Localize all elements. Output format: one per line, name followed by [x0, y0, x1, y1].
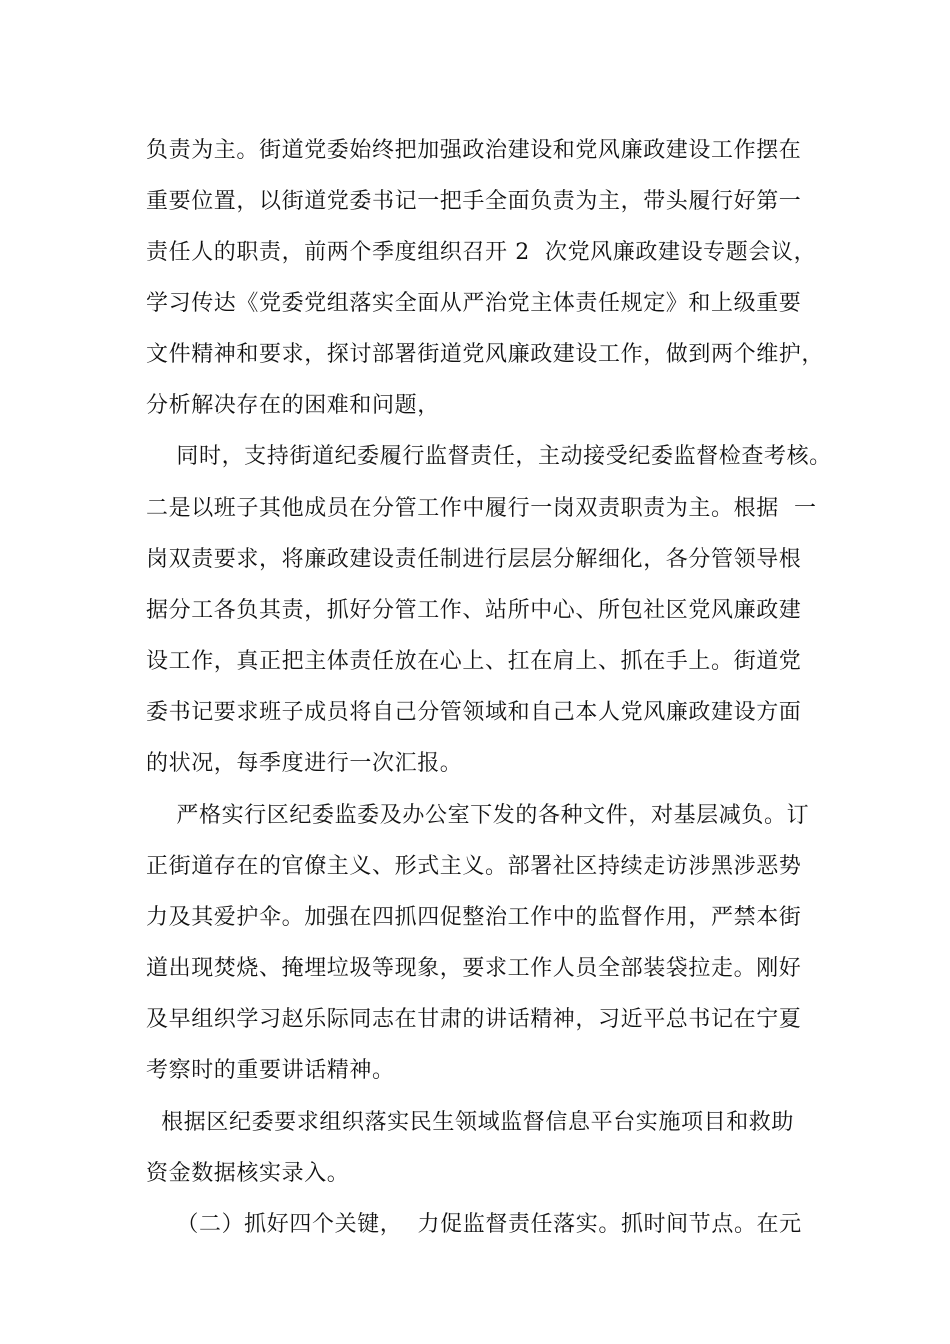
text-line: 正街道存在的官僚主义、形式主义。部署社区持续走访涉黑涉恶势: [146, 854, 802, 879]
text-line: 道出现焚烧、掩埋垃圾等现象，要求工作人员全部装袋拉走。刚好: [146, 956, 802, 981]
text-line: 考察时的重要讲话精神。: [146, 1058, 395, 1083]
text-line: 严格实行区纪委监委及办公室下发的各种文件，对基层减负。订: [146, 803, 810, 828]
text-line: 责任人的职责，前两个季度组织召开 2 次党风廉政建设专题会议，: [146, 240, 817, 265]
text-line: 同时，支持街道纪委履行监督责任，主动接受纪委监督检查考核。: [146, 444, 832, 469]
text-line: 及早组织学习赵乐际同志在甘肃的讲话精神，习近平总书记在宁夏: [146, 1007, 802, 1032]
text-line: 根据区纪委要求组织落实民生领域监督信息平台实施项目和救助: [146, 1110, 794, 1135]
text-line: 二是以班子其他成员在分管工作中履行一岗双责职责为主。根据 一: [146, 496, 817, 521]
text-line: 据分工各负其责，抓好分管工作、站所中心、所包社区党风廉政建: [146, 598, 802, 623]
text-line: （二）抓好四个关键， 力促监督责任落实。抓时间节点。在元: [146, 1212, 802, 1237]
text-line: 资金数据核实录入。: [146, 1161, 350, 1186]
text-line: 文件精神和要求，探讨部署街道党风廉政建设工作，做到两个维护，: [146, 342, 825, 367]
text-line: 重要位置，以街道党委书记一把手全面负责为主，带头履行好第一: [146, 189, 802, 214]
text-line: 岗双责要求，将廉政建设责任制进行层层分解细化，各分管领导根: [146, 547, 802, 572]
text-line: 力及其爱护伞。加强在四抓四促整治工作中的监督作用，严禁本街: [146, 905, 802, 930]
text-line: 设工作，真正把主体责任放在心上、扛在肩上、抓在手上。街道党: [146, 649, 802, 674]
text-line: 分析解决存在的困难和问题，: [146, 393, 440, 418]
text-line: 的状况，每季度进行一次汇报。: [146, 751, 463, 776]
text-line: 学习传达《党委党组落实全面从严治党主体责任规定》和上级重要: [146, 291, 802, 316]
text-line: 负责为主。街道党委始终把加强政治建设和党风廉政建设工作摆在: [146, 138, 802, 163]
text-line: 委书记要求班子成员将自己分管领域和自己本人党风廉政建设方面: [146, 700, 802, 725]
